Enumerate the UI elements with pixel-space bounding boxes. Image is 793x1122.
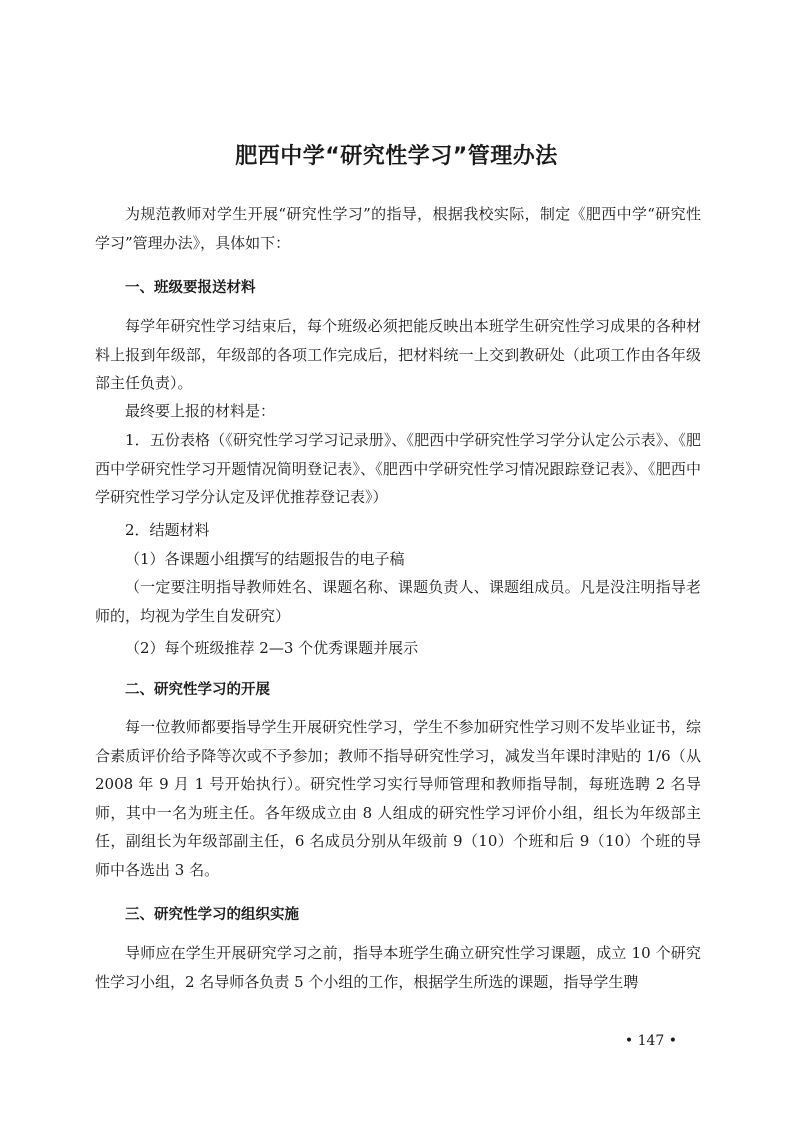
item-1-forms: 1．五份表格（《研究性学习学习记录册》、《肥西中学研究性学习学分认定公示表》、《肥西中学研究性学习开题情况简明登记表》、《肥西中学研究性学习情况跟踪登记表》、《肥西中学研究性学习学分认定及评优推荐登记表》） <box>95 431 701 506</box>
item-2-materials: 2．结题材料 <box>125 521 210 539</box>
section-2-heading: 二、研究性学习的开展 <box>125 682 270 698</box>
section-2-paragraph: 每一位教师都要指导学生开展研究性学习，学生不参加研究性学习则不发毕业证书，综合素质评价给予降等次或不予参加；教师不指导研究性学习，减发当年课时津贴的 1/6（从 2008 年 9 月 1 号开始执行）。研究性学习实行导师管理和教师指导制，每班选聘 2 名导师，其中一名为班主任。各年级成立由 8 人组成的研究性学习评价小组，组长为年级部主任，副组长为年级部副主任，6 名成员分别从年级前 9（10）个班和后 9（10）个班的导师中各选出 3 名。 <box>95 718 701 879</box>
sub-item-2: （2）每个班级推荐 2—3 个优秀课题并展示 <box>125 639 419 657</box>
page-number: • 147 • <box>624 1033 677 1049</box>
section-1-paragraph: 每学年研究性学习结束后，每个班级必须把能反映出本班学生研究性学习成果的各种材料上报到年级部，年级部的各项工作完成后，把材料统一上交到教研处（此项工作由各年级部主任负责）。 <box>95 317 701 392</box>
final-materials-label: 最终要上报的材料是： <box>125 402 276 420</box>
section-1-heading: 一、班级要报送材料 <box>125 280 256 296</box>
intro-paragraph: 为规范教师对学生开展“研究性学习”的指导，根据我校实际，制定《肥西中学“研究性学习”管理办法》，具体如下： <box>95 205 701 252</box>
sub-item-1: （1）各课题小组撰写的结题报告的电子稿 <box>125 550 405 568</box>
sub-item-note: （一定要注明指导教师姓名、课题名称、课题负责人、课题组成员。凡是没注明指导老师的，均视为学生自发研究） <box>95 578 701 625</box>
document-title: 肥西中学“研究性学习”管理办法 <box>235 144 558 169</box>
section-3-heading: 三、研究性学习的组织实施 <box>125 907 299 923</box>
section-3-paragraph: 导师应在学生开展研究学习之前，指导本班学生确立研究性学习课题，成立 10 个研究性学习小组，2 名导师各负责 5 个小组的工作，根据学生所选的课题，指导学生聘 <box>95 944 701 991</box>
